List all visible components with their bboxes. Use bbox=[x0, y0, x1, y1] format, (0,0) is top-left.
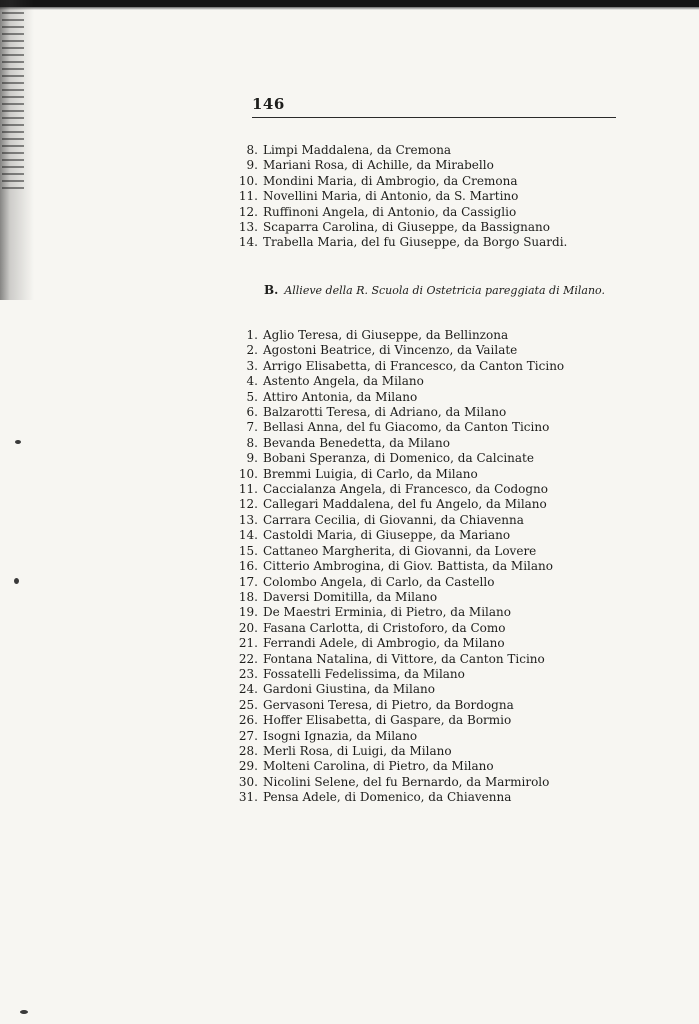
list-item bbox=[232, 205, 567, 220]
list-item-text: Bellasi Anna, del fu Giacomo, da Canton Ticino bbox=[263, 420, 550, 435]
list-item-number: 13. bbox=[238, 512, 258, 527]
list-item-number: 9. bbox=[246, 451, 258, 466]
list-item-text: Isogni Ignazia, da Milano bbox=[263, 728, 418, 743]
list-item-text: Citterio Ambrogina, di Giov. Battista, da Milano bbox=[263, 559, 554, 574]
list-item-text: Arrigo Elisabetta, di Francesco, da Canton Ticino bbox=[263, 358, 565, 373]
list-item-number: 8. bbox=[246, 143, 258, 157]
list-item-number: 16. bbox=[238, 559, 258, 574]
list-item-text: Caccialanza Angela, di Francesco, da Codogno bbox=[263, 482, 549, 497]
list-item bbox=[232, 235, 567, 250]
list-item-text: Pensa Adele, di Domenico, da Chiavenna bbox=[263, 790, 512, 805]
list-item-text: Trabella Maria, del fu Giuseppe, da Borgo Suardi. bbox=[263, 235, 568, 250]
list-item bbox=[232, 528, 564, 543]
list-item-text: Attiro Antonia, da Milano bbox=[263, 389, 418, 404]
list-item bbox=[232, 636, 564, 651]
section-title: Allieve della R. Scuola di Ostetricia pareggiata di Milano. bbox=[284, 284, 605, 297]
list-item-number: 18. bbox=[238, 589, 258, 604]
list-item-text: Fontana Natalina, di Vittore, da Canton Ticino bbox=[263, 651, 545, 666]
list-item bbox=[232, 405, 564, 420]
list-item-number: 28. bbox=[238, 743, 258, 758]
list-item-number: 31. bbox=[238, 790, 258, 805]
list-item-number: 13. bbox=[238, 220, 258, 235]
list-item-text: Gervasoni Teresa, di Pietro, da Bordogna bbox=[263, 697, 514, 712]
scan-speck bbox=[14, 578, 19, 584]
list-item-number: 21. bbox=[238, 636, 258, 651]
list-item-text: Mariani Rosa, di Achille, da Mirabello bbox=[263, 158, 494, 173]
list-item bbox=[232, 420, 564, 435]
list-item-text: Bremmi Luigia, di Carlo, da Milano bbox=[263, 466, 478, 481]
list-item bbox=[232, 790, 564, 805]
list-item bbox=[232, 174, 567, 189]
list-item-number: 19. bbox=[238, 605, 258, 620]
list-item-number: 17. bbox=[238, 574, 258, 589]
list-item bbox=[232, 436, 564, 451]
section-b-list bbox=[232, 328, 564, 806]
list-item-text: Cattaneo Margherita, di Giovanni, da Lovere bbox=[263, 543, 537, 558]
list-item bbox=[232, 605, 564, 620]
list-item-text: Fossatelli Fedelissima, da Milano bbox=[263, 666, 465, 681]
list-item-number: 25. bbox=[238, 697, 258, 712]
list-item bbox=[232, 158, 567, 173]
list-item bbox=[232, 513, 564, 528]
list-item-number: 6. bbox=[246, 405, 258, 420]
list-item-text: Aglio Teresa, di Giuseppe, da Bellinzona bbox=[263, 328, 509, 342]
list-item-number: 30. bbox=[238, 774, 258, 789]
list-item bbox=[232, 374, 564, 389]
list-item bbox=[232, 713, 564, 728]
list-item-number: 12. bbox=[238, 204, 258, 219]
list-item-number: 7. bbox=[246, 420, 258, 435]
list-item-number: 26. bbox=[238, 713, 258, 728]
list-item bbox=[232, 729, 564, 744]
list-item-number: 12. bbox=[238, 497, 258, 512]
page-number: 146 bbox=[252, 95, 285, 113]
list-item bbox=[232, 698, 564, 713]
scan-speck bbox=[15, 440, 21, 444]
list-item-number: 23. bbox=[238, 666, 258, 681]
list-item bbox=[232, 390, 564, 405]
list-item-text: Callegari Maddalena, del fu Angelo, da Milano bbox=[263, 497, 547, 512]
list-item bbox=[232, 775, 564, 790]
list-item-number: 8. bbox=[246, 435, 258, 450]
list-item-number: 4. bbox=[246, 374, 258, 389]
list-item-text: Carrara Cecilia, di Giovanni, da Chiavenna bbox=[263, 512, 524, 527]
list-item-text: De Maestri Erminia, di Pietro, da Milano bbox=[263, 605, 511, 620]
scan-binding-shadow bbox=[0, 0, 34, 300]
list-item-text: Novellini Maria, di Antonio, da S. Martino bbox=[263, 189, 519, 204]
list-item bbox=[232, 744, 564, 759]
scan-binding-marks bbox=[2, 12, 24, 192]
list-item bbox=[232, 328, 564, 343]
list-item-text: Nicolini Selene, del fu Bernardo, da Marmirolo bbox=[263, 774, 550, 789]
scan-top-edge bbox=[0, 0, 699, 7]
list-item-number: 14. bbox=[238, 528, 258, 543]
list-item bbox=[232, 559, 564, 574]
list-item bbox=[232, 590, 564, 605]
list-item-number: 1. bbox=[246, 328, 258, 342]
list-item bbox=[232, 759, 564, 774]
list-item-text: Scaparra Carolina, di Giuseppe, da Bassignano bbox=[263, 220, 550, 235]
list-item bbox=[232, 143, 567, 158]
section-heading bbox=[264, 283, 605, 297]
list-item bbox=[232, 189, 567, 204]
list-item-number: 10. bbox=[238, 466, 258, 481]
list-item-number: 3. bbox=[246, 358, 258, 373]
list-item-text: Castoldi Maria, di Giuseppe, da Mariano bbox=[263, 528, 511, 543]
list-item-text: Bevanda Benedetta, da Milano bbox=[263, 435, 450, 450]
list-item-number: 10. bbox=[238, 173, 258, 188]
list-item-text: Merli Rosa, di Luigi, da Milano bbox=[263, 743, 452, 758]
list-item-number: 24. bbox=[238, 682, 258, 697]
list-item bbox=[232, 343, 564, 358]
list-item-number: 2. bbox=[246, 343, 258, 358]
list-item-text: Ruffinoni Angela, di Antonio, da Cassiglio bbox=[263, 204, 517, 219]
list-item-number: 15. bbox=[238, 543, 258, 558]
list-item bbox=[232, 667, 564, 682]
list-item-number: 27. bbox=[238, 728, 258, 743]
header-rule bbox=[252, 117, 616, 118]
list-item bbox=[232, 451, 564, 466]
list-item-number: 22. bbox=[238, 651, 258, 666]
list-item-text: Balzarotti Teresa, di Adriano, da Milano bbox=[263, 405, 507, 420]
continued-list bbox=[232, 143, 567, 251]
section-letter: B. bbox=[264, 283, 279, 297]
list-item-text: Hoffer Elisabetta, di Gaspare, da Bormio bbox=[263, 713, 512, 728]
list-item-number: 29. bbox=[238, 759, 258, 774]
list-item-number: 14. bbox=[238, 235, 258, 250]
list-item bbox=[232, 482, 564, 497]
list-item-text: Colombo Angela, di Carlo, da Castello bbox=[263, 574, 495, 589]
list-item bbox=[232, 544, 564, 559]
list-item-text: Molteni Carolina, di Pietro, da Milano bbox=[263, 759, 494, 774]
scan-speck bbox=[20, 1010, 28, 1014]
list-item-text: Daversi Domitilla, da Milano bbox=[263, 589, 438, 604]
list-item-text: Fasana Carlotta, di Cristoforo, da Como bbox=[263, 620, 506, 635]
list-item bbox=[232, 497, 564, 512]
list-item-number: 20. bbox=[238, 620, 258, 635]
list-item-text: Astento Angela, da Milano bbox=[263, 374, 424, 389]
list-item-number: 9. bbox=[246, 158, 258, 173]
list-item-text: Limpi Maddalena, da Cremona bbox=[263, 143, 452, 157]
list-item bbox=[232, 621, 564, 636]
list-item-text: Bobani Speranza, di Domenico, da Calcinate bbox=[263, 451, 534, 466]
scan-top-shadow bbox=[0, 7, 699, 10]
list-item-text: Mondini Maria, di Ambrogio, da Cremona bbox=[263, 173, 518, 188]
list-item bbox=[232, 359, 564, 374]
list-item-number: 5. bbox=[246, 389, 258, 404]
list-item-text: Ferrandi Adele, di Ambrogio, da Milano bbox=[263, 636, 505, 651]
list-item-number: 11. bbox=[238, 189, 258, 204]
list-item-text: Gardoni Giustina, da Milano bbox=[263, 682, 435, 697]
list-item-text: Agostoni Beatrice, di Vincenzo, da Vailate bbox=[263, 343, 518, 358]
list-item bbox=[232, 575, 564, 590]
list-item-number: 11. bbox=[238, 482, 258, 497]
list-item bbox=[232, 652, 564, 667]
list-item bbox=[232, 682, 564, 697]
list-item bbox=[232, 467, 564, 482]
list-item bbox=[232, 220, 567, 235]
